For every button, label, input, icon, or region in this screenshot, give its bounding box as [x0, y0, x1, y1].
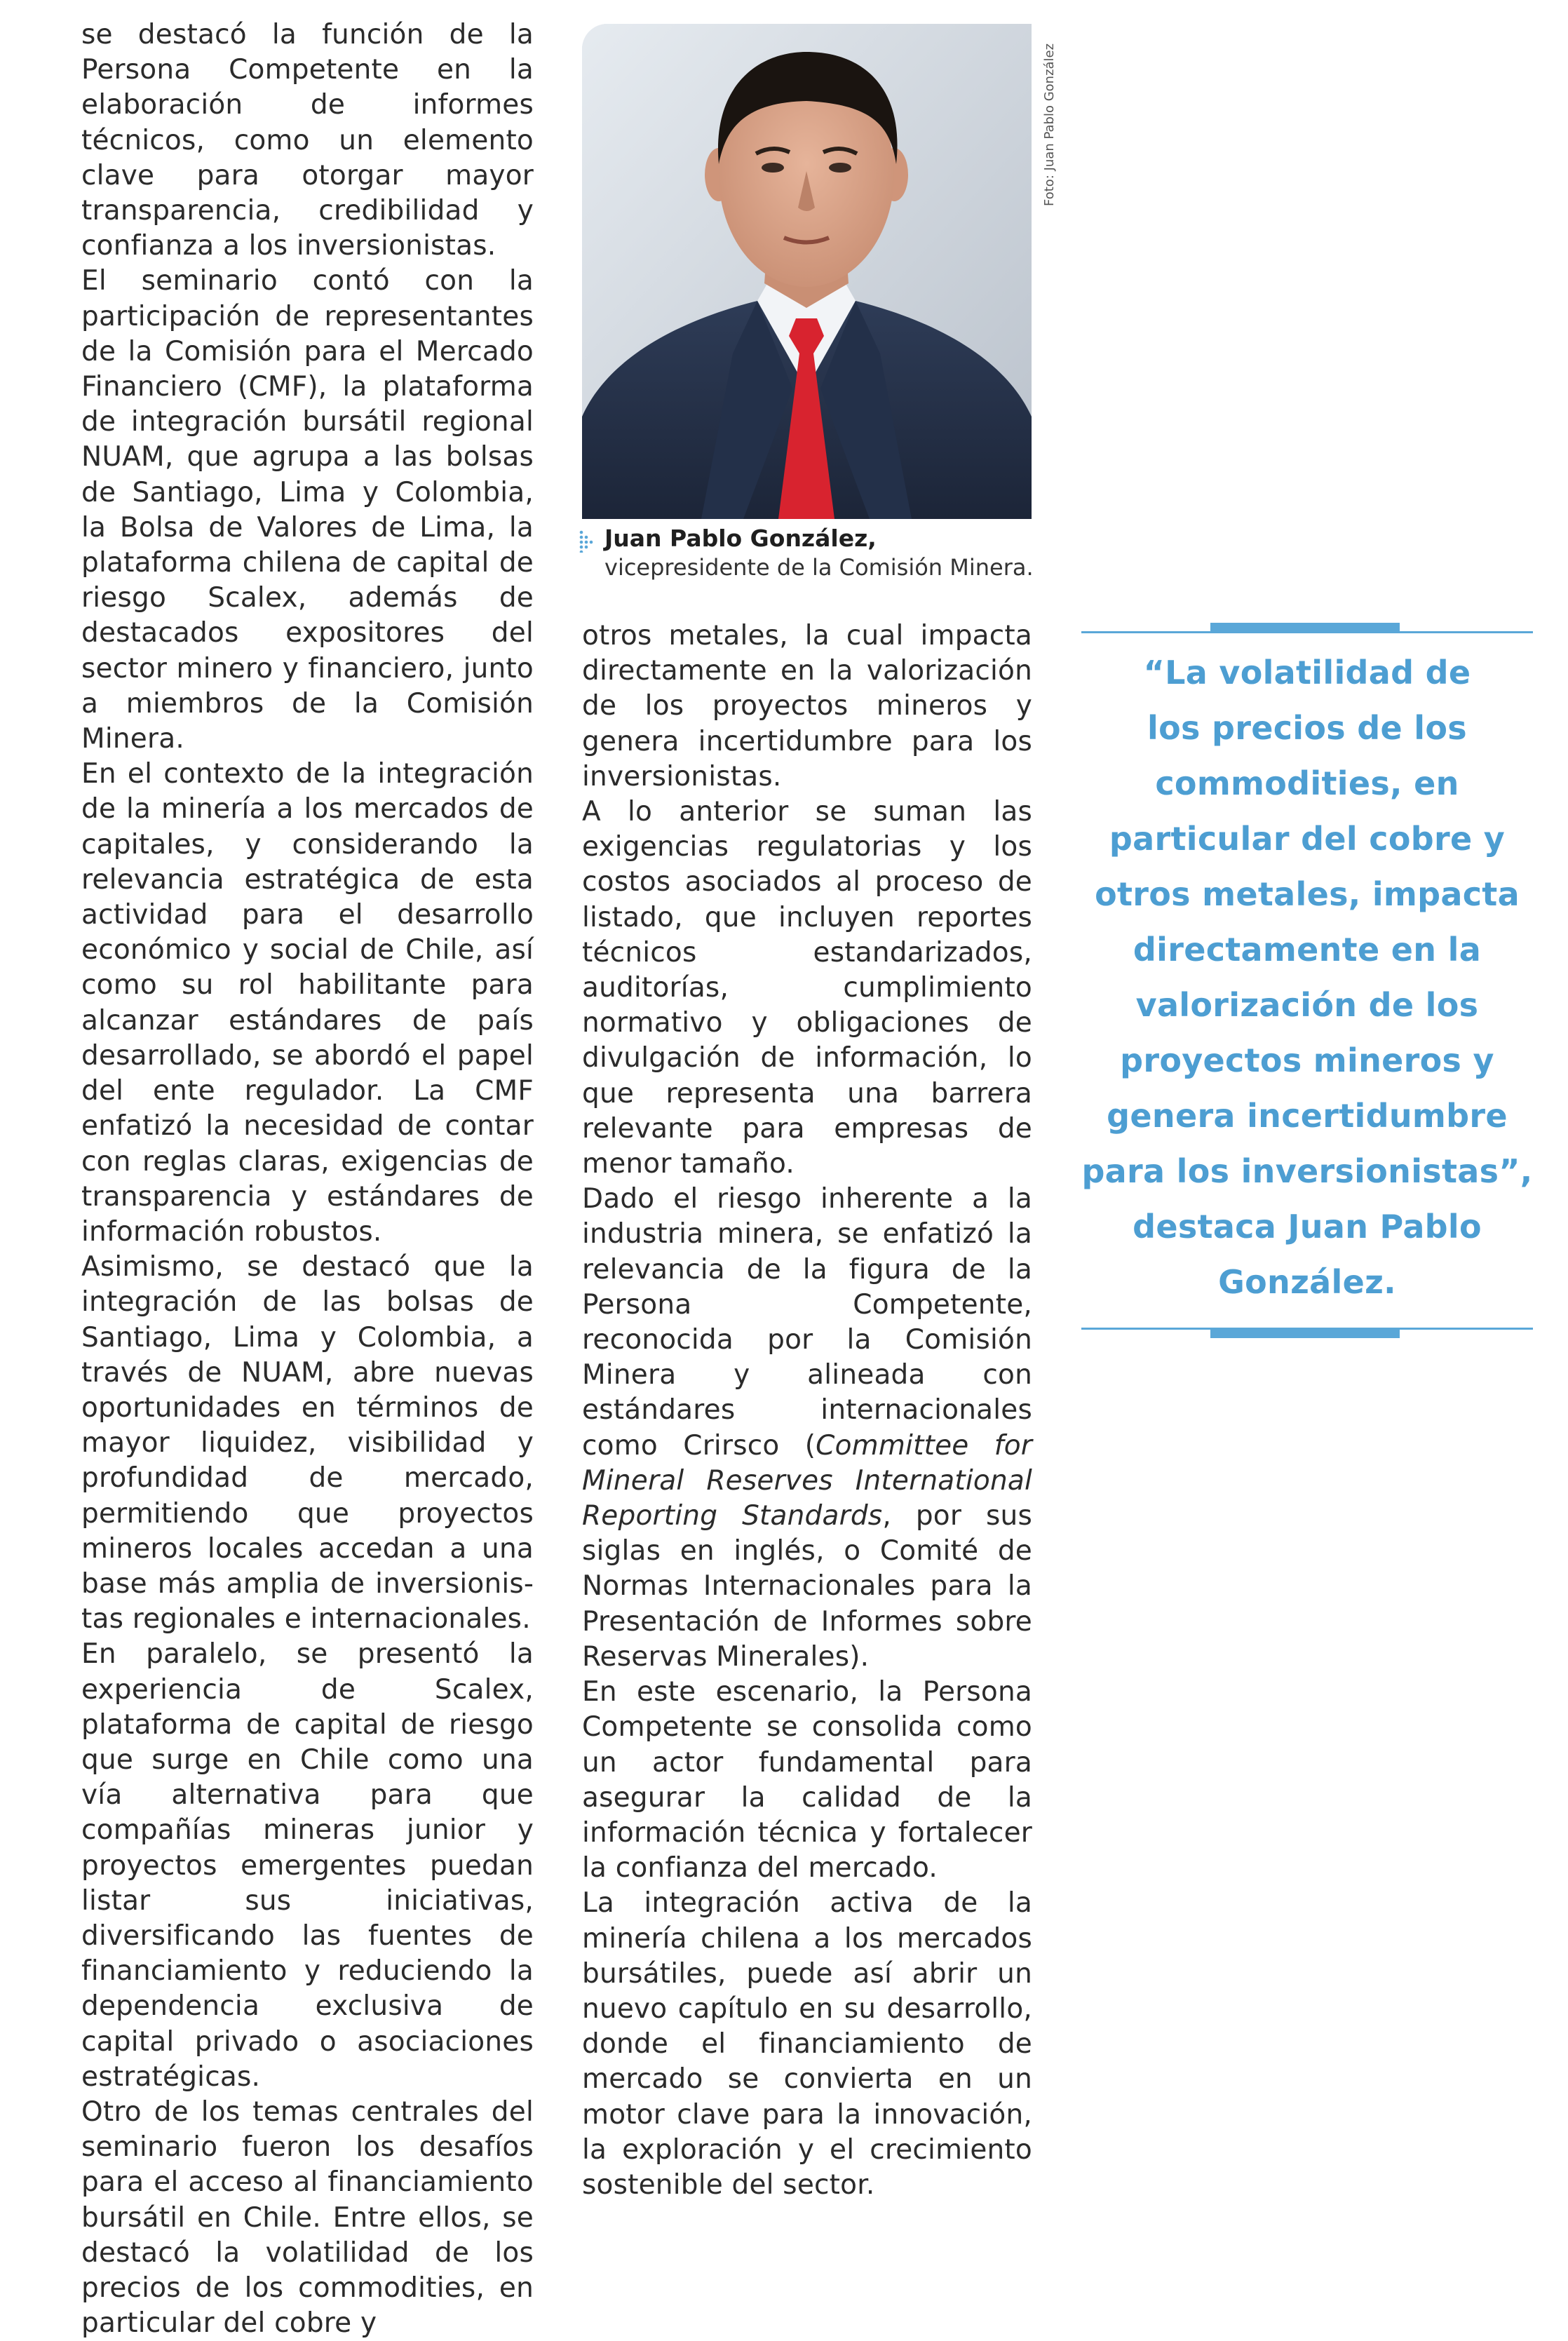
article-column-2 [582, 619, 1032, 2203]
italic-term: Committee for Mineral Reserves International Reporting Standards [582, 1429, 1032, 1532]
quote-line: proyectos mineros y [1120, 1041, 1494, 1079]
quote-line: directamente en la [1133, 931, 1482, 969]
paragraph-text: , por sus siglas en inglés, o Comité de Normas Internacionales para la Presentación de Informes sobre Reservas Minerales). [582, 1500, 1032, 1673]
quote-line: los precios de los [1147, 709, 1467, 747]
photo-credit: Foto: Juan Pablo González [1042, 43, 1057, 206]
portrait-photo [582, 24, 1032, 519]
dotted-arrow-icon [579, 530, 595, 553]
paragraph: En paralelo, se presentó la experiencia de Scalex, plataforma de capital de riesgo que surge en Chile como una vía alternativa para que compañías mineras junior y proyectos emergentes puedan listar sus iniciativas, diversificando las fuentes de financiamiento y reduciendo la dependencia exclusiva de capital privado o asociaciones estratégicas. [81, 1638, 534, 2093]
paragraph: otros metales, la cual impacta directamente en la valorización de los proyectos mineros y genera incertidumbre para los inversionistas. [582, 620, 1032, 792]
paragraph: se destacó la función de la Persona Competente en la elaboración de informes técnicos, como un elemento clave para otorgar mayor transparencia, credibilidad y confianza a los inversionistas. [81, 19, 534, 262]
quote-accent-bar-top [1210, 623, 1400, 633]
paragraph: A lo anterior se suman las exigencias regulatorias y los costos asociados al proceso de listado, que incluyen reportes técnicos estandarizados, auditorías, cumplimiento normativo y obligaciones de divulgación de información, lo que representa una barrera relevante para empresas de menor tamaño. [582, 796, 1032, 1180]
paragraph: En el contexto de la integración de la minería a los mercados de capitales, y considerando la relevancia estratégica de esta actividad para el desarrollo económico y social de Chile, así como su rol habilitante para alcanzar estándares de país desarrollado, se abordó el papel del ente regulador. La CMF enfatizó la necesidad de contar con reglas claras, exigencias de transparencia y estándares de información robustos. [81, 758, 534, 1248]
caption-name: Juan Pablo González, [604, 525, 877, 552]
pull-quote [1081, 645, 1533, 1310]
paragraph: En este escenario, la Persona Competente se consolida como un actor fundamental para asegurar la calidad de la información técnica y fortalecer la confianza del mercado. [582, 1676, 1032, 1884]
quote-line: para los inversionistas”, [1081, 1152, 1533, 1190]
quote-line: destaca Juan Pablo [1133, 1208, 1482, 1246]
paragraph: Otro de los temas centrales del seminario fueron los desafíos para el acceso al financiamiento bursátil en Chile. Entre ellos, se destacó la volatilidad de los precios de los commodities, en particular del cobre y [81, 2096, 534, 2340]
quote-line: González. [1218, 1263, 1396, 1301]
quote-line: valorización de los [1135, 986, 1479, 1024]
quote-line: otros metales, impacta [1095, 875, 1520, 913]
quote-line: genera incertidumbre [1107, 1097, 1508, 1135]
article-column-1 [81, 18, 534, 2341]
quote-line: commodities, en [1155, 764, 1459, 802]
paragraph-text: Dado el riesgo inherente a la industria minera, se enfatizó la relevancia de la figura de la Persona Competente, reconocida por la Comisión Minera y alineada con estándares internacionales como Crirsco ( [582, 1183, 1032, 1462]
quote-accent-bar-bottom [1210, 1328, 1400, 1338]
paragraph: La integración activa de la minería chilena a los mercados bursátiles, puede así abrir un nuevo capítulo en su desarrollo, donde el financiamiento de mercado se convierta en un motor clave para la innovación, la exploración y el crecimiento sostenible del sector. [582, 1887, 1032, 2201]
paragraph: Asimismo, se destacó que la integración de las bolsas de Santiago, Lima y Colombia, a través de NUAM, abre nuevas oportunidades en términos de mayor liquidez, visibilidad y profundidad de mercado, permitiendo que proyectos mineros locales accedan a una base más amplia de inversionistas regionales e internacionales. [81, 1251, 534, 1635]
quote-line: particular del cobre y [1109, 820, 1506, 858]
paragraph: El seminario contó con la participación de representantes de la Comisión para el Mercado Financiero (CMF), la plataforma de integración bursátil regional NUAM, que agrupa a las bolsas de Santiago, Lima y Colombia, la Bolsa de Valores de Lima, la plataforma chilena de capital de riesgo Scalex, además de destacados expositores del sector minero y financiero, junto a miembros de la Comisión Minera. [81, 265, 534, 755]
paragraph [582, 1182, 1032, 1675]
caption-role: vicepresidente de la Comisión Minera. [604, 554, 1034, 581]
quote-line: “La volatilidad de [1143, 654, 1471, 691]
portrait-illustration [582, 24, 1032, 519]
